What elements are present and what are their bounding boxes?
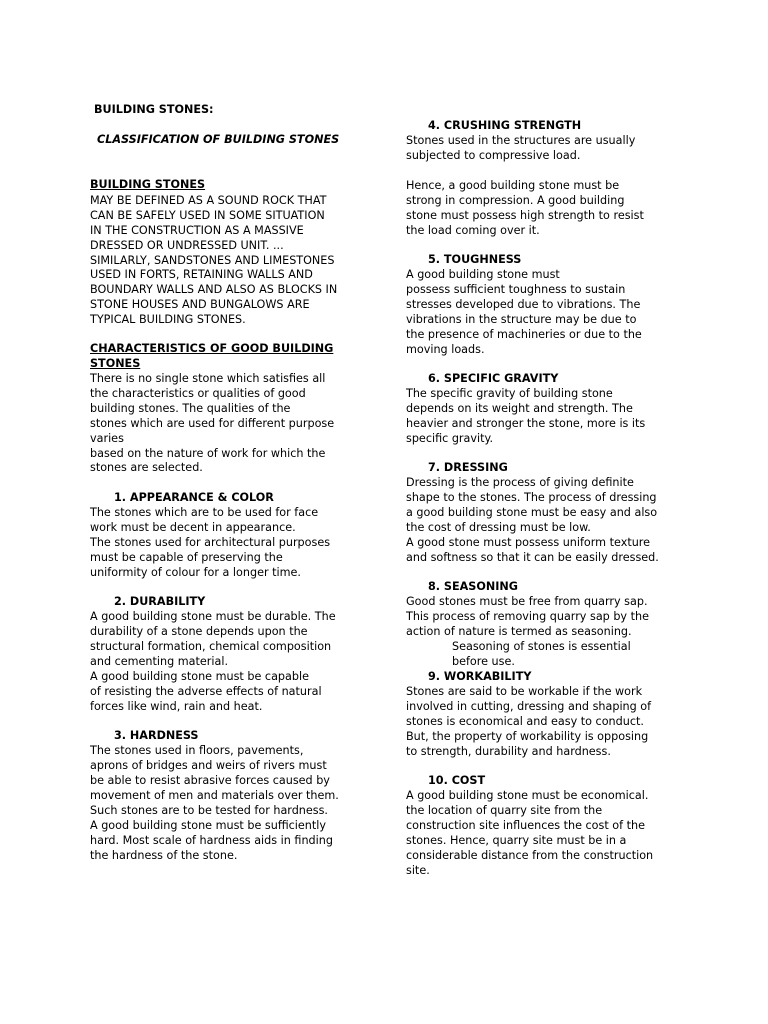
body-text-line: durability of a stone depends upon the [90, 625, 308, 638]
body-text-line: stones are selected. [90, 461, 203, 474]
body-text-line: based on the nature of work for which the [90, 447, 326, 460]
body-text-line: A good building stone must be capable [90, 670, 309, 683]
body-text-line: Stones are said to be workable if the work [406, 685, 643, 698]
body-text-line: the location of quarry site from the [406, 804, 603, 817]
body-text-line: the characteristics or qualities of good [90, 387, 306, 400]
body-text-line: hard. Most scale of hardness aids in finding [90, 834, 333, 847]
body-text-line: vibrations in the structure may be due to [406, 313, 637, 326]
body-text-line: Such stones are to be tested for hardness. [90, 804, 328, 817]
section-heading: 3. HARDNESS [114, 729, 199, 742]
body-text-line: Dressing is the process of giving definite [406, 476, 634, 489]
body-text-line: movement of men and materials over them. [90, 789, 339, 802]
section-heading: 2. DURABILITY [114, 595, 206, 608]
document-title: BUILDING STONES: [94, 103, 214, 116]
body-text-line: the load coming over it. [406, 224, 540, 237]
body-text-line: specific gravity. [406, 432, 494, 445]
body-text-line: Hence, a good building stone must be [406, 179, 620, 192]
section-heading: 6. SPECIFIC GRAVITY [428, 372, 559, 385]
body-text-line: A good stone must possess uniform texture [406, 536, 651, 549]
body-text-line: DRESSED OR UNDRESSED UNIT. ... [90, 239, 284, 252]
body-text-line: forces like wind, rain and heat. [90, 700, 263, 713]
body-text-line: and cementing material. [90, 655, 229, 668]
body-text-line: the presence of machineries or due to the [406, 328, 642, 341]
body-text-line: strong in compression. A good building [406, 194, 625, 207]
section-heading: 5. TOUGHNESS [428, 253, 522, 266]
body-text-line: A good building stone must be durable. The [90, 610, 336, 623]
body-text-line: structural formation, chemical composition [90, 640, 332, 653]
section-heading: 1. APPEARANCE & COLOR [114, 491, 274, 504]
body-text-line: A good building stone must be economical. [406, 789, 649, 802]
body-text-line: MAY BE DEFINED AS A SOUND ROCK THAT [90, 194, 327, 207]
section-heading: 10. COST [428, 774, 486, 787]
body-text-line: The specific gravity of building stone [406, 387, 613, 400]
body-text-line: stones. Hence, quarry site must be in a [406, 834, 627, 847]
body-text-line: before use. [452, 655, 515, 668]
body-text-line: building stones. The qualities of the [90, 402, 291, 415]
body-text-line: possess sufficient toughness to sustain [406, 283, 626, 296]
body-text-line: shape to the stones. The process of dressing [406, 491, 657, 504]
body-text-line: the cost of dressing must be low. [406, 521, 591, 534]
section-heading: 8. SEASONING [428, 580, 518, 593]
body-text-line: of resisting the adverse effects of natural [90, 685, 322, 698]
body-text-line: But, the property of workability is opposing [406, 730, 649, 743]
body-text-line: A good building stone must be sufficiently [90, 819, 326, 832]
body-text-line: the hardness of the stone. [90, 849, 238, 862]
body-text-line: TYPICAL BUILDING STONES. [90, 313, 246, 326]
body-text-line: must be capable of preserving the [90, 551, 283, 564]
body-text-line: action of nature is termed as seasoning. [406, 625, 632, 638]
body-text-line: uniformity of colour for a longer time. [90, 566, 301, 579]
body-text-line: The stones used in floors, pavements, [90, 744, 304, 757]
body-text-line: a good building stone must be easy and also [406, 506, 658, 519]
body-text-line: site. [406, 864, 430, 877]
body-text-line: Good stones must be free from quarry sap. [406, 595, 648, 608]
body-text-line: A good building stone must [406, 268, 560, 281]
section-heading: 4. CRUSHING STRENGTH [428, 119, 582, 132]
body-text-line: Seasoning of stones is essential [452, 640, 631, 653]
body-text-line: This process of removing quarry sap by the [406, 610, 649, 623]
body-text-line: USED IN FORTS, RETAINING WALLS AND [90, 268, 313, 281]
body-text-line: stresses developed due to vibrations. The [406, 298, 641, 311]
body-text-line: to strength, durability and hardness. [406, 745, 611, 758]
section-heading: 7. DRESSING [428, 461, 508, 474]
body-text-line: be able to resist abrasive forces caused by [90, 774, 330, 787]
body-text-line: stones which are used for different purpose [90, 417, 335, 430]
body-text-line: involved in cutting, dressing and shaping of [406, 700, 652, 713]
body-text-line: work must be decent in appearance. [90, 521, 296, 534]
body-text-line: stone must possess high strength to resist [406, 209, 644, 222]
body-text-line: The stones used for architectural purposes [90, 536, 331, 549]
body-text-line: and softness so that it can be easily dressed. [406, 551, 659, 564]
section-heading: CHARACTERISTICS OF GOOD BUILDING [90, 342, 334, 355]
body-text-line: CAN BE SAFELY USED IN SOME SITUATION [90, 209, 325, 222]
section-heading: STONES [90, 357, 141, 370]
section-heading: BUILDING STONES [90, 178, 206, 191]
body-text-line: aprons of bridges and weirs of rivers must [90, 759, 327, 772]
body-text-line: Stones used in the structures are usually [406, 134, 636, 147]
body-text-line: STONE HOUSES AND BUNGALOWS ARE [90, 298, 310, 311]
body-text-line: moving loads. [406, 343, 485, 356]
body-text-line: considerable distance from the construction [406, 849, 654, 862]
body-text-line: SIMILARLY, SANDSTONES AND LIMESTONES [90, 254, 335, 267]
body-text-line: construction site influences the cost of the [406, 819, 646, 832]
body-text-line: BOUNDARY WALLS AND ALSO AS BLOCKS IN [90, 283, 338, 296]
body-text-line: subjected to compressive load. [406, 149, 581, 162]
document-subtitle: CLASSIFICATION OF BUILDING STONES [97, 133, 340, 146]
section-heading: 9. WORKABILITY [428, 670, 532, 683]
body-text-line: depends on its weight and strength. The [406, 402, 633, 415]
body-text-line: varies [90, 432, 124, 445]
body-text-line: IN THE CONSTRUCTION AS A MASSIVE [90, 224, 304, 237]
body-text-line: stones is economical and easy to conduct. [406, 715, 644, 728]
body-text-line: There is no single stone which satisfies all [90, 372, 326, 385]
body-text-line: heavier and stronger the stone, more is its [406, 417, 646, 430]
body-text-line: The stones which are to be used for face [90, 506, 319, 519]
